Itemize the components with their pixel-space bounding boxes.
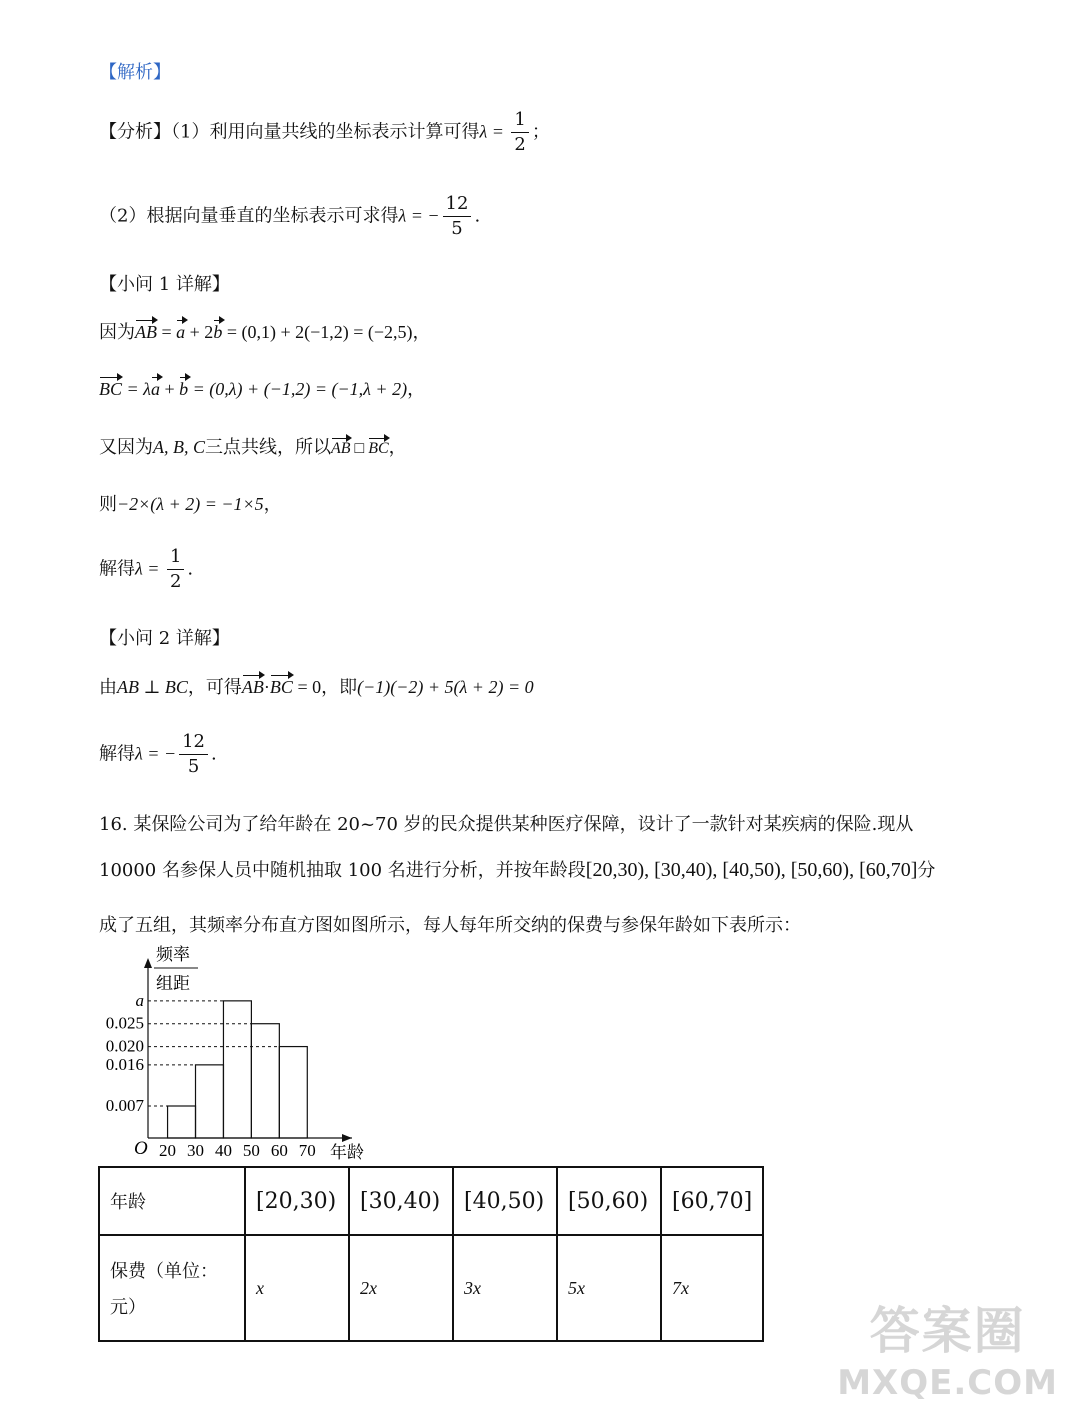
lambda-eq: λ = <box>479 121 509 142</box>
vector-bc: BC <box>368 440 389 457</box>
table-cell: 3x <box>453 1235 557 1341</box>
y-axis-arrow-icon <box>144 958 152 968</box>
y-tick-label: 0.020 <box>105 1036 144 1056</box>
q1-line4: 则−2×(λ + 2) = −1×5， <box>99 494 282 515</box>
vector-a: a <box>176 322 186 342</box>
analysis-text: （2）根据向量垂直的坐标表示可求得 <box>99 205 399 227</box>
table-cell: [20,30) <box>245 1167 349 1235</box>
x-tick-label: 30 <box>187 1141 205 1160</box>
fee-table <box>98 1166 764 1342</box>
histogram-bar <box>223 1001 251 1138</box>
q2-line1: 由AB ⊥ BC，可得AB·BC = 0，即(−1)(−2) + 5(λ + 2) = 0 <box>99 677 534 698</box>
y-tick-label: 0.025 <box>105 1013 144 1033</box>
histogram-bar <box>251 1024 279 1138</box>
table-cell: 保费（单位： 元） <box>99 1235 245 1341</box>
table-cell: 年龄 <box>99 1167 245 1235</box>
vector-ab: AB <box>331 440 351 457</box>
y-tick-label: a <box>135 990 144 1010</box>
x-tick-label: 60 <box>270 1141 288 1160</box>
fraction: $\frac{12}{5}$ <box>443 192 472 241</box>
vector-a: a <box>150 379 160 399</box>
table-cell: 2x <box>349 1235 453 1341</box>
table-cell: [30,40) <box>349 1167 453 1235</box>
y-tick-label: 0.007 <box>105 1096 144 1115</box>
y-label-bottom: 组距 <box>156 974 190 994</box>
vector-bc: BC <box>269 677 293 697</box>
histogram-bar <box>168 1106 196 1138</box>
frequency-histogram <box>90 938 380 1163</box>
vector-bc: BC <box>99 379 123 399</box>
q1-line1: 因为AB = a + 2b = (0,1) + 2(−1,2) = (−2,5)， <box>99 322 431 343</box>
q2-line2: 解得λ = − $\frac{12}{5}$ . <box>99 731 217 777</box>
q1-line3: 又因为A, B, C三点共线，所以AB □ BC， <box>99 437 407 458</box>
x-tick-label: 40 <box>214 1141 232 1160</box>
vector-ab: AB <box>135 322 157 342</box>
origin-label: O <box>134 1138 148 1159</box>
problem16-line2: 10000 名参保人员中随机抽取 100 名进行分析，并按年龄段[20,30), [30,40), [40,50), [50,60), [60,70]分 <box>99 859 936 881</box>
table-cell: 5x <box>557 1235 661 1341</box>
problem16-line3: 成了五组，其频率分布直方图如图所示，每人每年所交纳的保费与参保年龄如下表所示： <box>99 915 801 936</box>
x-tick-label: 20 <box>159 1141 177 1160</box>
q1-heading: 【小问 1 详解】 <box>99 274 230 295</box>
lambda-eq: λ = − <box>398 205 440 226</box>
histogram-bar <box>279 1047 307 1138</box>
q2-heading: 【小问 2 详解】 <box>99 628 230 649</box>
vector-b: b <box>179 379 189 399</box>
vector-b: b <box>213 322 223 342</box>
fraction: $\frac{1}{2}$ <box>167 545 184 594</box>
analysis-part1: 【分析】（1）利用向量共线的坐标表示计算可得λ = $\frac{1}{2}$ ； <box>99 109 550 155</box>
x-axis-label: 年龄 <box>330 1143 364 1163</box>
y-label-top: 频率 <box>156 945 190 965</box>
histogram-bar <box>196 1065 224 1138</box>
q1-line5: 解得λ = $\frac{1}{2}$ . <box>99 546 194 592</box>
y-tick-label: 0.016 <box>105 1054 144 1074</box>
fraction: $\frac{12}{5}$ <box>179 730 208 779</box>
q1-line2: BC = λa + b = (0,λ) + (−1,2) = (−1,λ + 2)， <box>99 379 426 400</box>
x-axis-arrow-icon <box>342 1134 352 1142</box>
section-tag: 【解析】 <box>99 62 171 83</box>
table-row <box>99 1167 763 1235</box>
x-tick-label: 50 <box>242 1141 260 1160</box>
analysis-text: 【分析】（1）利用向量共线的坐标表示计算可得 <box>99 121 480 143</box>
table-cell: x <box>245 1235 349 1341</box>
table-cell: 7x <box>661 1235 763 1341</box>
age-intervals: [20,30), [30,40), [40,50), [50,60), [60,70] <box>585 859 918 881</box>
table-cell: [50,60) <box>557 1167 661 1235</box>
x-tick-label: 70 <box>298 1141 316 1160</box>
vector-ab: AB <box>241 677 264 697</box>
fraction: $\frac{1}{2}$ <box>511 108 528 157</box>
watermark: 答案圈 MXQE.COM <box>837 1302 1058 1403</box>
table-cell: [40,50) <box>453 1167 557 1235</box>
table-cell: [60,70] <box>661 1167 763 1235</box>
analysis-part2: （2）根据向量垂直的坐标表示可求得λ = − $\frac{12}{5}$ . <box>99 193 481 239</box>
table-row <box>99 1235 763 1341</box>
problem16-line1: 16. 某保险公司为了给年龄在 20~70 岁的民众提供某种医疗保障，设计了一款针对某疾病的保险.现从 <box>99 814 914 835</box>
